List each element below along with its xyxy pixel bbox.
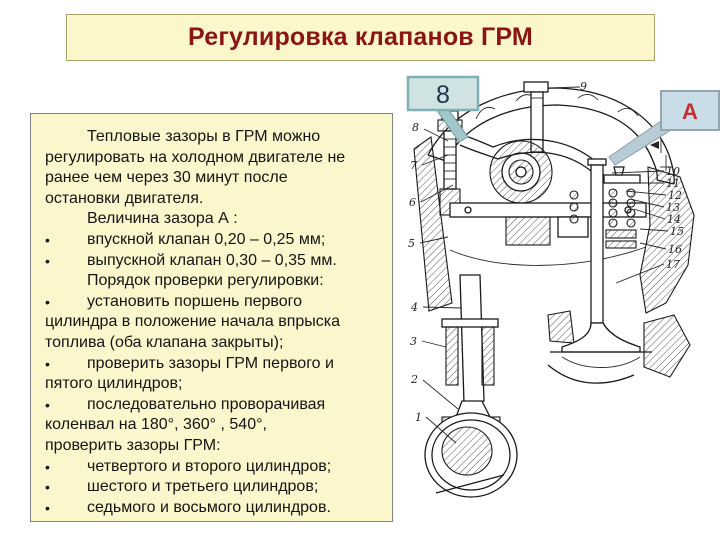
text-line-content: установить поршень первого [87,292,303,310]
bullet-marker: • [45,355,50,372]
bullet-marker: • [45,458,50,475]
part-number-6: 6 [409,196,416,209]
text-line: ранее чем через 30 минут после [45,169,288,187]
text-line-content: проверить зазоры ГРМ первого и [87,354,334,372]
bullet-marker: • [45,252,50,269]
part-number-3: 3 [410,335,417,348]
rocker-shaft-boss [490,141,552,203]
part-number-7: 7 [410,159,417,172]
text-line: Величина зазора А : [87,210,238,228]
page-title: Регулировка клапанов ГРМ [188,23,533,51]
text-line: проверить зазоры ГРМ: [45,436,221,454]
bullet-marker: • [45,479,50,496]
text-line-content: четвертого и второго цилиндров; [87,457,332,475]
text-line: регулировать на холодном двигателе не [45,148,346,166]
text-line: остановки двигателя. [45,189,204,207]
part-number-4: 4 [411,301,418,314]
part-number-13: 13 [666,201,680,214]
text-line [45,457,386,478]
callout-A-label: A [682,99,698,124]
text-line: коленвал на 180°, 360° , 540°, [45,416,267,434]
text-line-content: выпускной клапан 0,30 – 0,35 мм. [87,251,337,269]
bullet-marker: • [45,231,50,248]
text-line: пятого цилиндров; [45,375,183,393]
bullet-marker: • [45,499,50,516]
text-line-content: впускной клапан 0,20 – 0,25 мм; [87,230,326,248]
part-number-1: 1 [415,411,422,424]
text-line [45,395,386,416]
title-box [66,14,655,61]
callout-8-label: 8 [436,81,450,109]
text-line-content: шестого и третьего цилиндров; [87,478,319,496]
part-number-14: 14 [667,213,681,226]
text-line-content: седьмого и восьмого цилиндров. [87,498,331,516]
text-line: Тепловые зазоры в ГРМ можно [87,128,321,145]
part-number-12: 12 [668,189,682,202]
part-number-11: 11 [666,177,680,190]
text-line [45,498,386,519]
diagram-container [398,75,720,540]
part-number-17: 17 [666,258,680,271]
part-number-15: 15 [670,225,684,238]
valve-port-left [548,311,574,343]
part-number-5: 5 [408,237,415,250]
text-line: топлива (оба клапана закрыты); [45,333,284,351]
text-line: цилиндра в положение начала впрыска [45,313,341,331]
text-line: Порядок проверки регулировки: [87,272,324,290]
part-number-2: 2 [411,373,418,386]
bullet-marker: • [45,396,50,413]
text-line-content: последовательно проворачивая [87,395,326,413]
text-line [45,477,386,498]
part-number-10: 10 [666,165,680,178]
tappet-and-roller [425,401,517,497]
text-line [45,292,386,313]
text-line [45,251,386,272]
valve-port-right [644,315,690,377]
part-number-8: 8 [412,121,419,134]
part-number-9: 9 [580,80,587,93]
callout-A [609,91,719,165]
text-panel [30,113,393,522]
bullet-marker: • [45,293,50,310]
text-line [45,230,386,251]
port-curve [548,365,634,383]
part-number-16: 16 [668,243,682,256]
text-line [45,354,386,375]
engine-valve-diagram [398,75,720,540]
